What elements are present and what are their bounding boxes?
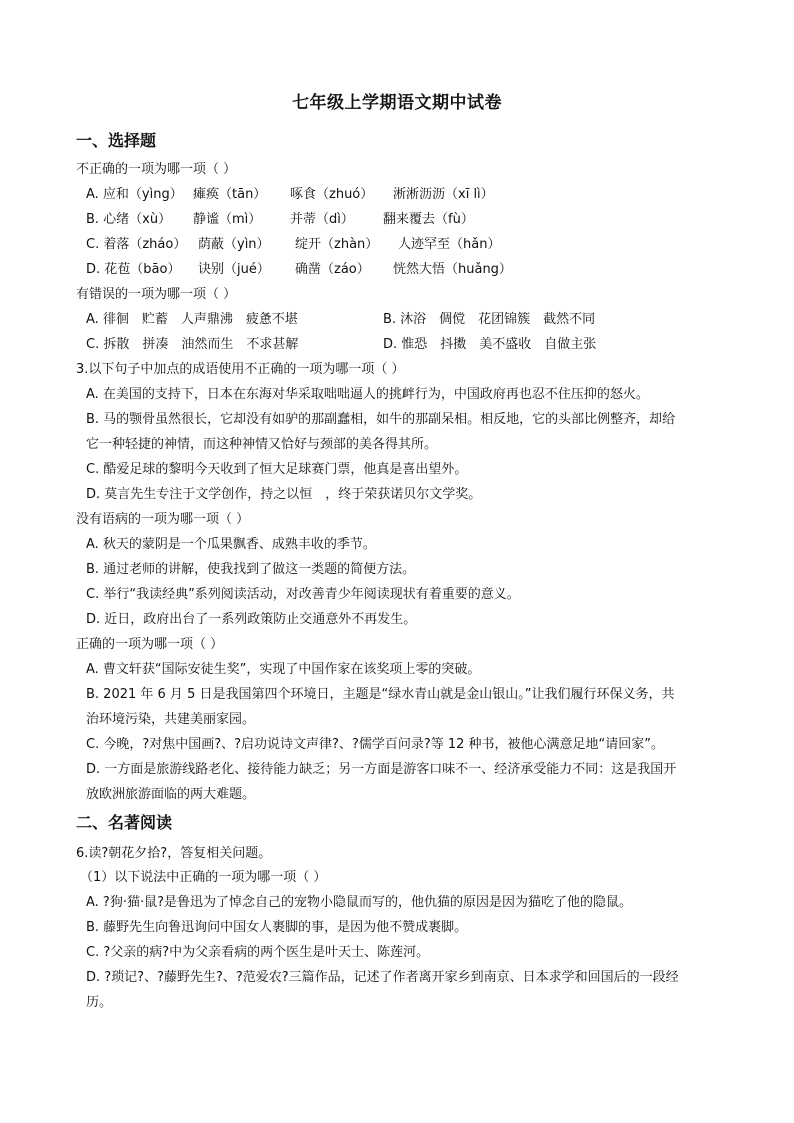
- question-4-stem: 没有语病的一项为哪一项（ ）: [76, 512, 250, 527]
- q2-option-c: C. 拆散 拼凑 油然而生 不求甚解: [86, 337, 299, 352]
- q1-option-b-word1: B. 心绪（xù）: [86, 212, 172, 227]
- q5-option-a: A. 曹文轩获“国际安徒生奖”，实现了中国作家在该奖项上零的突破。: [86, 662, 481, 677]
- q6-option-b: B. 藤野先生向鲁迅询问中国女人裹脚的事，是因为他不赞成裹脚。: [86, 920, 468, 935]
- q4-option-c: C. 举行“我读经典”系列阅读活动，对改善青少年阅读现状有着重要的意义。: [86, 587, 520, 602]
- q1-option-b-word2: 静谧（mì）: [193, 212, 262, 227]
- q1-option-c-word3: 绽开（zhàn）: [295, 237, 379, 252]
- section-heading-choice: 一、选择题: [76, 131, 157, 150]
- q1-option-a-word3: 啄食（zhuó）: [290, 187, 374, 202]
- question-3-stem: 3.以下句子中加点的成语使用不正确的一项为哪一项（ ）: [76, 362, 405, 377]
- q1-option-a-word4: 淅淅沥沥（xī lì）: [393, 187, 494, 202]
- q1-option-c-word2: 荫蔽（yìn）: [198, 237, 270, 252]
- q1-option-b-word3: 并蒂（dì）: [290, 212, 354, 227]
- q1-option-d-word2: 诀别（jué）: [198, 262, 270, 277]
- q6-option-d-line2: 历。: [86, 995, 113, 1010]
- q2-option-d: D. 惟恐 抖擞 美不盛收 自做主张: [383, 337, 597, 352]
- question-1-stem: 不正确的一项为哪一项（ ）: [76, 162, 237, 177]
- q6-option-d-line1: D. ?琐记?、?藤野先生?、?范爱农?三篇作品，记述了作者离开家乡到南京、日本求学和回国后的一段经: [86, 970, 679, 985]
- q5-option-b-line2: 治环境污染，共建美丽家园。: [86, 712, 256, 727]
- question-5-stem: 正确的一项为哪一项（ ）: [76, 637, 224, 652]
- q4-option-d: D. 近日，政府出台了一系列政策防止交通意外不再发生。: [86, 612, 417, 627]
- q2-option-b: B. 沐浴 倜傥 花团锦簇 截然不同: [383, 312, 596, 327]
- q5-option-d-line2: 放欧洲旅游面临的两大难题。: [86, 787, 256, 802]
- q4-option-b: B. 通过老师的讲解，使我找到了做这一类题的简便方法。: [86, 562, 416, 577]
- q1-option-a-word2: 瘫痪（tān）: [193, 187, 267, 202]
- q3-option-b-line2: 它一种轻捷的神情，而这种神情又恰好与颈部的美各得其所。: [86, 437, 438, 452]
- q1-option-a-word1: A. 应和（yìng）: [86, 187, 183, 202]
- q4-option-a: A. 秋天的蒙阴是一个瓜果飘香、成熟丰收的季节。: [86, 537, 376, 552]
- q5-option-b-line1: B. 2021 年 6 月 5 日是我国第四个环境日，主题是“绿水青山就是金山银山。”让我们履行环保义务，共: [86, 687, 675, 702]
- q1-option-d-word1: D. 花苞（bāo）: [86, 262, 181, 277]
- q2-option-a: A. 徘徊 贮蓄 人声鼎沸 疲惫不堪: [86, 312, 298, 327]
- page-title: 七年级上学期语文期中试卷: [292, 93, 502, 113]
- q1-option-c-word1: C. 着落（zháo）: [86, 237, 187, 252]
- q5-option-d-line1: D. 一方面是旅游线路老化、接待能力缺乏；另一方面是游客口味不一、经济承受能力不同：这是我国开: [86, 762, 677, 777]
- q5-option-c: C. 今晚，?对焦中国画?、?启功说诗文声律?、?儒学百问录?等 12 种书，被他心满意足地“请回家”。: [86, 737, 665, 752]
- q6-subquestion-1: （1）以下说法中正确的一项为哪一项（ ）: [80, 870, 327, 885]
- q1-option-d-word4: 恍然大悟（huǎng）: [393, 262, 512, 277]
- q3-option-a: A. 在美国的支持下，日本在东海对华采取咄咄逼人的挑衅行为，中国政府再也忍不住压抑的怒火。: [86, 387, 649, 402]
- q1-option-d-word3: 确凿（záo）: [295, 262, 370, 277]
- q1-option-b-word4: 翻来覆去（fù）: [383, 212, 474, 227]
- q1-option-c-word4: 人迹罕至（hǎn）: [398, 237, 501, 252]
- question-2-stem: 有错误的一项为哪一项（ ）: [76, 287, 237, 302]
- q3-option-d: D. 莫言先生专注于文学创作，持之以恒 ，终于荣获诺贝尔文学奖。: [86, 487, 482, 502]
- q6-option-a: A. ?狗·猫·鼠?是鲁迅为了悼念自己的宠物小隐鼠而写的，他仇猫的原因是因为猫吃了他的隐鼠。: [86, 895, 632, 910]
- q6-option-c: C. ?父亲的病?中为父亲看病的两个医生是叶天士、陈莲河。: [86, 945, 430, 960]
- question-6-stem: 6.读?朝花夕拾?，答复相关问题。: [76, 846, 272, 861]
- section-heading-reading: 二、名著阅读: [76, 813, 173, 832]
- q3-option-b-line1: B. 马的颚骨虽然很长，它却没有如驴的那副蠢相，如牛的那副呆相。相反地，它的头部比例整齐，却给: [86, 412, 676, 427]
- q3-option-c: C. 酷爱足球的黎明今天收到了恒大足球赛门票，他真是喜出望外。: [86, 462, 468, 477]
